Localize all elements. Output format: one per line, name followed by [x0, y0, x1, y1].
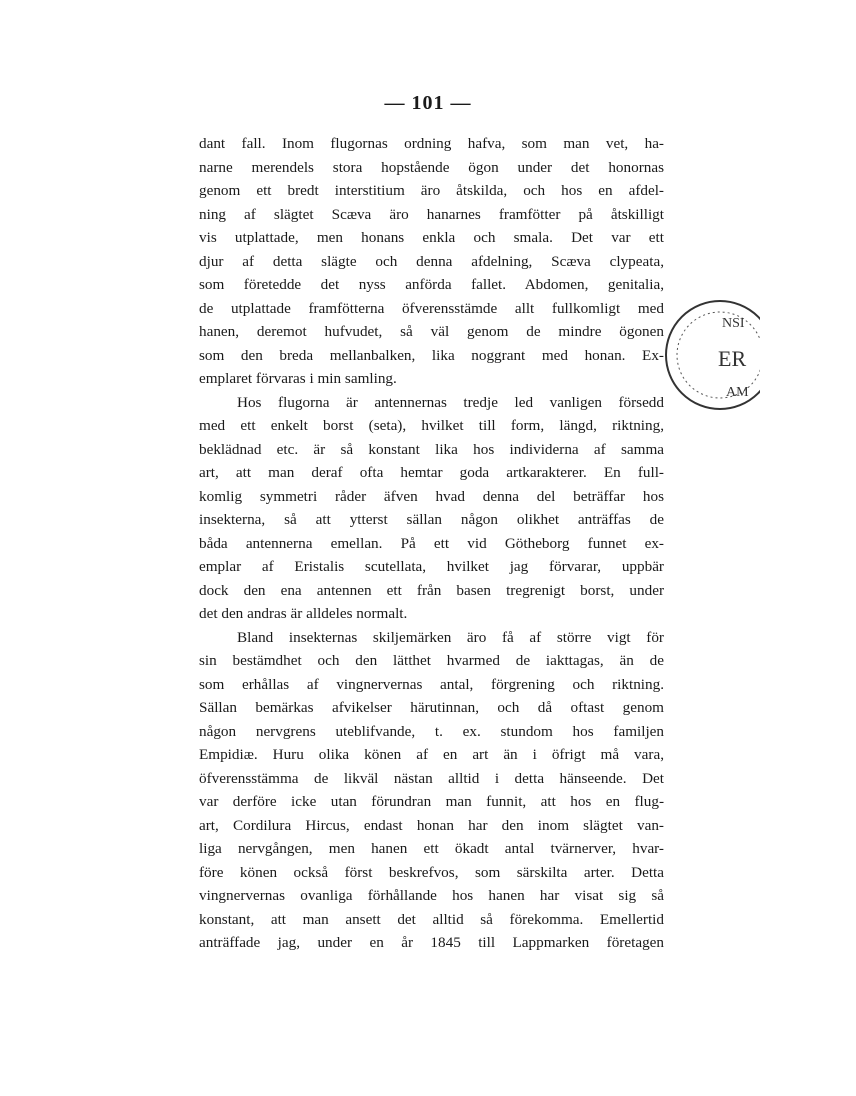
text-line: öfverensstämma de likväl nästan alltid i detta hänseende. Det: [199, 769, 664, 787]
text-line: Sällan bemärkas afvikelser härutinnan, och då oftast genom: [199, 699, 664, 716]
text-line: Bland insekternas skiljemärken äro få af större vigt för: [237, 628, 664, 646]
paragraph-3: [199, 626, 664, 955]
text-line: art, Cordilura Hircus, endast honan har den inom slägtet van-: [199, 816, 664, 834]
text-line: som företedde det nyss anförda fallet. Abdomen, genitalia,: [199, 276, 664, 293]
text-line: med ett enkelt borst (seta), hvilket till form, längd, riktning,: [199, 417, 664, 434]
stamp-text-bottom: AM: [726, 385, 749, 400]
library-stamp: [640, 296, 760, 414]
text-line: emplar af Eristalis scutellata, hvilket jag förvarar, uppbär: [199, 558, 664, 575]
paragraph-1: [199, 132, 664, 391]
text-line: före könen också först beskrefvos, som särskilta arter. Detta: [199, 863, 664, 881]
text-line: vis utplattade, men honans enkla och smala. Det var ett: [199, 229, 664, 246]
text-line: Empidiæ. Huru olika könen af en art än i öfrigt må vara,: [199, 746, 664, 763]
text-line: narne merendels stora hopstående ögon under det honornas: [199, 158, 664, 176]
page-number: — 101 —: [384, 92, 472, 114]
text-line: genom ett bredt interstitium äro åtskilda, och hos en afdel-: [199, 182, 664, 199]
text-line: de utplattade framfötterna öfverensstämde allt fullkomligt med: [199, 299, 664, 317]
text-line: komlig symmetri råder äfven hvad denna del beträffar hos: [199, 487, 664, 505]
text-line: dock den ena antennen ett från basen tregrenigt borst, under: [199, 581, 664, 599]
body-text: [199, 132, 664, 955]
text-line: vingnervernas ovanliga förhållande hos hanen har visat sig så: [199, 887, 664, 904]
text-line: ning af slägtet Scæva äro hanarnes framfötter på åtskilligt: [199, 205, 664, 223]
text-line: Hos flugorna är antennernas tredje led vanligen försedd: [237, 393, 664, 411]
text-line: det den andras är alldeles normalt.: [199, 605, 408, 622]
text-line: var derföre icke utan förundran man funnit, att hos en flug-: [199, 793, 664, 810]
text-line: sin bestämdhet och den lätthet hvarmed de iakttagas, än de: [199, 652, 664, 669]
text-line: som den breda mellanbalken, lika noggrant med honan. Ex-: [199, 346, 664, 364]
text-line: dant fall. Inom flugornas ordning hafva, som man vet, ha-: [199, 135, 664, 152]
text-line: konstant, att man ansett det alltid så förekomma. Emellertid: [199, 910, 664, 928]
text-line: djur af detta slägte och denna afdelning, Scæva clypeata,: [199, 252, 664, 270]
text-line: anträffade jag, under en år 1845 till Lappmarken företagen: [199, 934, 664, 951]
text-line: emplaret förvaras i min samling.: [199, 370, 397, 387]
paragraph-2: [199, 391, 664, 626]
text-line: någon nervgrens uteblifvande, t. ex. stundom hos familjen: [199, 722, 664, 740]
stamp-text-middle: ER: [718, 346, 747, 371]
text-line: insekterna, så att ytterst sällan någon olikhet anträffas de: [199, 511, 664, 528]
text-line: liga nervgången, men hanen ett ökadt antal tvärnerver, hvar-: [199, 840, 664, 857]
text-line: hanen, deremot hufvudet, så väl genom de mindre ögonen: [199, 323, 664, 340]
stamp-text-top: NSI: [722, 316, 745, 331]
text-line: båda antennerna emellan. På ett vid Götheborg funnet ex-: [199, 534, 664, 552]
text-line: beklädnad etc. är så konstant lika hos individerna af samma: [199, 440, 664, 458]
text-line: art, att man deraf ofta hemtar goda artkarakterer. En full-: [199, 464, 664, 481]
text-line: som erhållas af vingnervernas antal, förgrening och riktning.: [199, 675, 664, 693]
stamp-seal-icon: [640, 296, 760, 414]
